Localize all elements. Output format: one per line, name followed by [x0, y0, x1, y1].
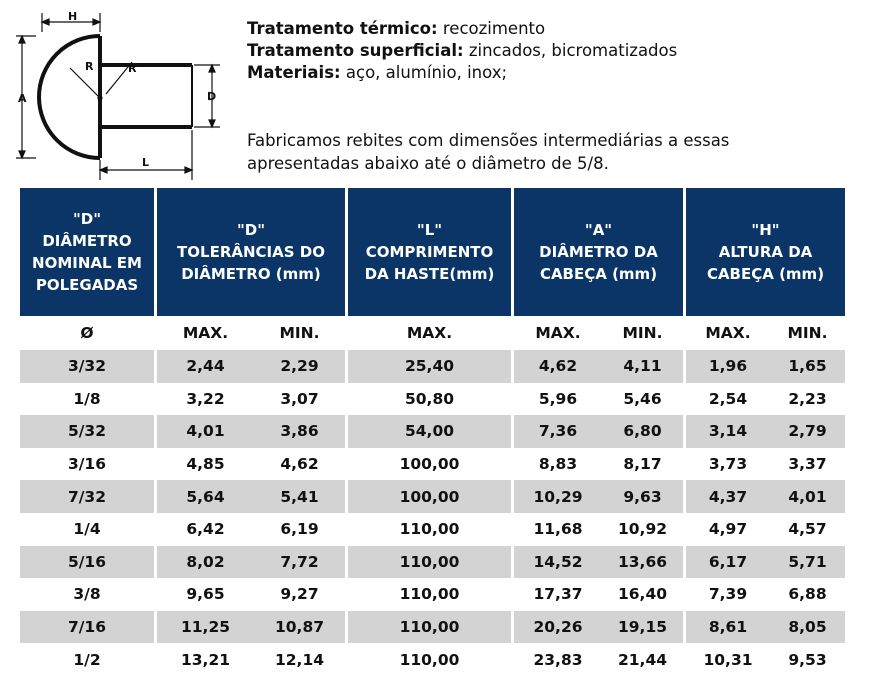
value-cell: 50,80: [348, 383, 514, 416]
table-row: [20, 448, 845, 481]
header-line: "D": [72, 210, 102, 228]
header-nominal-diameter: [20, 188, 157, 316]
value-cell: 3,22: [186, 389, 225, 408]
subheader-cell: MAX.: [535, 324, 581, 342]
value-cell: 6,42: [186, 520, 225, 539]
value-cell: 110,00: [348, 611, 514, 644]
nominal-size-cell: 3/8: [20, 578, 157, 611]
value-cell: 4,01: [157, 415, 254, 448]
diagram-label-l: L: [142, 156, 150, 169]
value-cell: 4,97: [708, 520, 748, 539]
diagram-label-a: A: [18, 92, 27, 105]
value-cell: 6,19: [254, 513, 348, 546]
rivet-dimensions-table: [20, 188, 845, 676]
diagram-label-r2: R: [128, 62, 137, 75]
value-cell: 3,86: [254, 415, 348, 448]
value-cell: 4,37: [686, 480, 770, 513]
subheader-cell: MAX.: [348, 316, 514, 350]
header-line: "L": [416, 221, 443, 239]
value-cell: 6,88: [788, 585, 827, 604]
value-cell: 20,26: [514, 611, 602, 644]
nominal-size-cell: 7/16: [20, 611, 157, 644]
value-cell: 4,85: [186, 455, 225, 474]
value-cell: 9,63: [602, 480, 686, 513]
header-line: DIÂMETRO DA: [539, 243, 658, 261]
nominal-size-cell: 5/16: [20, 546, 157, 579]
table-row: [20, 415, 845, 448]
value-cell: 5,64: [157, 480, 254, 513]
note-line-2: apresentadas abaixo até o diâmetro de 5/8.: [247, 153, 609, 173]
header-line: DIÂMETRO (mm): [181, 265, 321, 283]
value-cell: 7,36: [514, 415, 602, 448]
table-row: [20, 480, 845, 513]
value-cell: 7,39: [708, 585, 748, 604]
value-cell: 8,17: [602, 448, 686, 481]
header-line: DA HASTE(mm): [364, 265, 495, 283]
header-diameter-tolerance: [157, 188, 348, 316]
spec-heat-treatment: Tratamento térmico: recozimento: [247, 19, 546, 38]
table-row: [20, 611, 845, 644]
nominal-size-cell: 1/2: [20, 643, 157, 676]
header-head-height: [686, 188, 845, 316]
value-cell: 9,65: [186, 585, 225, 604]
diagram-label-d: D: [207, 90, 217, 103]
value-cell: 100,00: [348, 480, 514, 513]
nominal-size-cell: 5/32: [20, 415, 157, 448]
value-cell: 2,29: [254, 350, 348, 383]
value-cell: 4,57: [788, 520, 827, 539]
value-cell: 3,73: [708, 455, 748, 474]
value-cell: 11,68: [533, 520, 583, 539]
header-line: POLEGADAS: [35, 276, 139, 294]
value-cell: 2,79: [770, 415, 845, 448]
header-line: "A": [584, 221, 613, 239]
nominal-size-cell: 3/16: [20, 448, 157, 481]
value-cell: 17,37: [533, 585, 583, 604]
rivet-diagram: [14, 10, 234, 185]
value-cell: 2,23: [788, 389, 827, 408]
value-cell: 3,14: [686, 415, 770, 448]
subheader-row: [20, 316, 845, 350]
header-shank-length: [348, 188, 514, 316]
value-cell: 110,00: [348, 578, 514, 611]
value-cell: 9,53: [788, 650, 827, 669]
value-cell: 8,83: [538, 455, 578, 474]
spec-list: [247, 18, 677, 84]
header-line: DIÂMETRO: [42, 232, 132, 250]
subheader-cell: Ø: [20, 316, 157, 350]
value-cell: 8,61: [686, 611, 770, 644]
header-line: "D": [236, 221, 266, 239]
table-row: [20, 643, 845, 676]
value-cell: 1,65: [770, 350, 845, 383]
value-cell: 3,37: [788, 455, 827, 474]
value-cell: 5,96: [538, 389, 578, 408]
nominal-size-cell: 7/32: [20, 480, 157, 513]
value-cell: 8,05: [770, 611, 845, 644]
value-cell: 6,17: [686, 546, 770, 579]
value-cell: 110,00: [348, 513, 514, 546]
value-cell: 100,00: [348, 448, 514, 481]
nominal-size-cell: 3/32: [20, 350, 157, 383]
value-cell: 5,46: [602, 383, 686, 416]
value-cell: 10,92: [602, 513, 686, 546]
value-cell: 10,31: [703, 650, 753, 669]
header-line: "H": [751, 221, 780, 239]
header-line: CABEÇA (mm): [706, 265, 825, 283]
value-cell: 9,27: [254, 578, 348, 611]
value-cell: 19,15: [602, 611, 686, 644]
value-cell: 4,62: [254, 448, 348, 481]
note-line-1: Fabricamos rebites com dimensões intermediárias a essas: [247, 131, 730, 150]
table-row: [20, 578, 845, 611]
value-cell: 8,02: [157, 546, 254, 579]
value-cell: 54,00: [348, 415, 514, 448]
value-cell: 11,25: [157, 611, 254, 644]
header-line: ALTURA DA: [718, 243, 813, 261]
header-line: NOMINAL EM: [32, 254, 142, 272]
value-cell: 4,11: [602, 350, 686, 383]
header-line: CABEÇA (mm): [539, 265, 658, 283]
diagram-label-h: H: [68, 10, 78, 23]
value-cell: 4,01: [770, 480, 845, 513]
value-cell: 13,66: [602, 546, 686, 579]
value-cell: 1,96: [686, 350, 770, 383]
value-cell: 10,87: [254, 611, 348, 644]
table-row: [20, 513, 845, 546]
value-cell: 25,40: [348, 350, 514, 383]
value-cell: 13,21: [180, 650, 231, 669]
value-cell: 3,07: [254, 383, 348, 416]
value-cell: 10,29: [514, 480, 602, 513]
header-head-diameter: [514, 188, 686, 316]
header-line: COMPRIMENTO: [365, 243, 494, 261]
diagram-label-r1: R: [85, 60, 94, 73]
subheader-cell: MIN.: [254, 316, 348, 350]
nominal-size-cell: 1/4: [20, 513, 157, 546]
value-cell: 6,80: [602, 415, 686, 448]
value-cell: 21,44: [602, 643, 686, 676]
value-cell: 14,52: [514, 546, 602, 579]
header-line: TOLERÂNCIAS DO: [177, 243, 325, 261]
subheader-cell: MAX.: [705, 324, 751, 342]
spec-surface-treatment: Tratamento superficial: zincados, bicromatizados: [247, 41, 678, 60]
spec-materials: Materiais: aço, alumínio, inox;: [247, 63, 508, 82]
value-cell: 16,40: [602, 578, 686, 611]
value-cell: 5,41: [254, 480, 348, 513]
subheader-cell: MIN.: [602, 316, 686, 350]
value-cell: 2,54: [708, 389, 748, 408]
value-cell: 12,14: [254, 643, 348, 676]
value-cell: 110,00: [348, 546, 514, 579]
value-cell: 5,71: [770, 546, 845, 579]
table-row: [20, 546, 845, 579]
subheader-cell: MAX.: [182, 324, 229, 342]
value-cell: 7,72: [254, 546, 348, 579]
table-row: [20, 383, 845, 416]
value-cell: 4,62: [514, 350, 602, 383]
table-row: [20, 350, 845, 383]
intermediate-sizes-note: [247, 130, 807, 175]
value-cell: 23,83: [533, 650, 583, 669]
subheader-cell: MIN.: [787, 324, 828, 342]
value-cell: 2,44: [157, 350, 254, 383]
value-cell: 110,00: [348, 643, 514, 676]
nominal-size-cell: 1/8: [20, 383, 157, 416]
